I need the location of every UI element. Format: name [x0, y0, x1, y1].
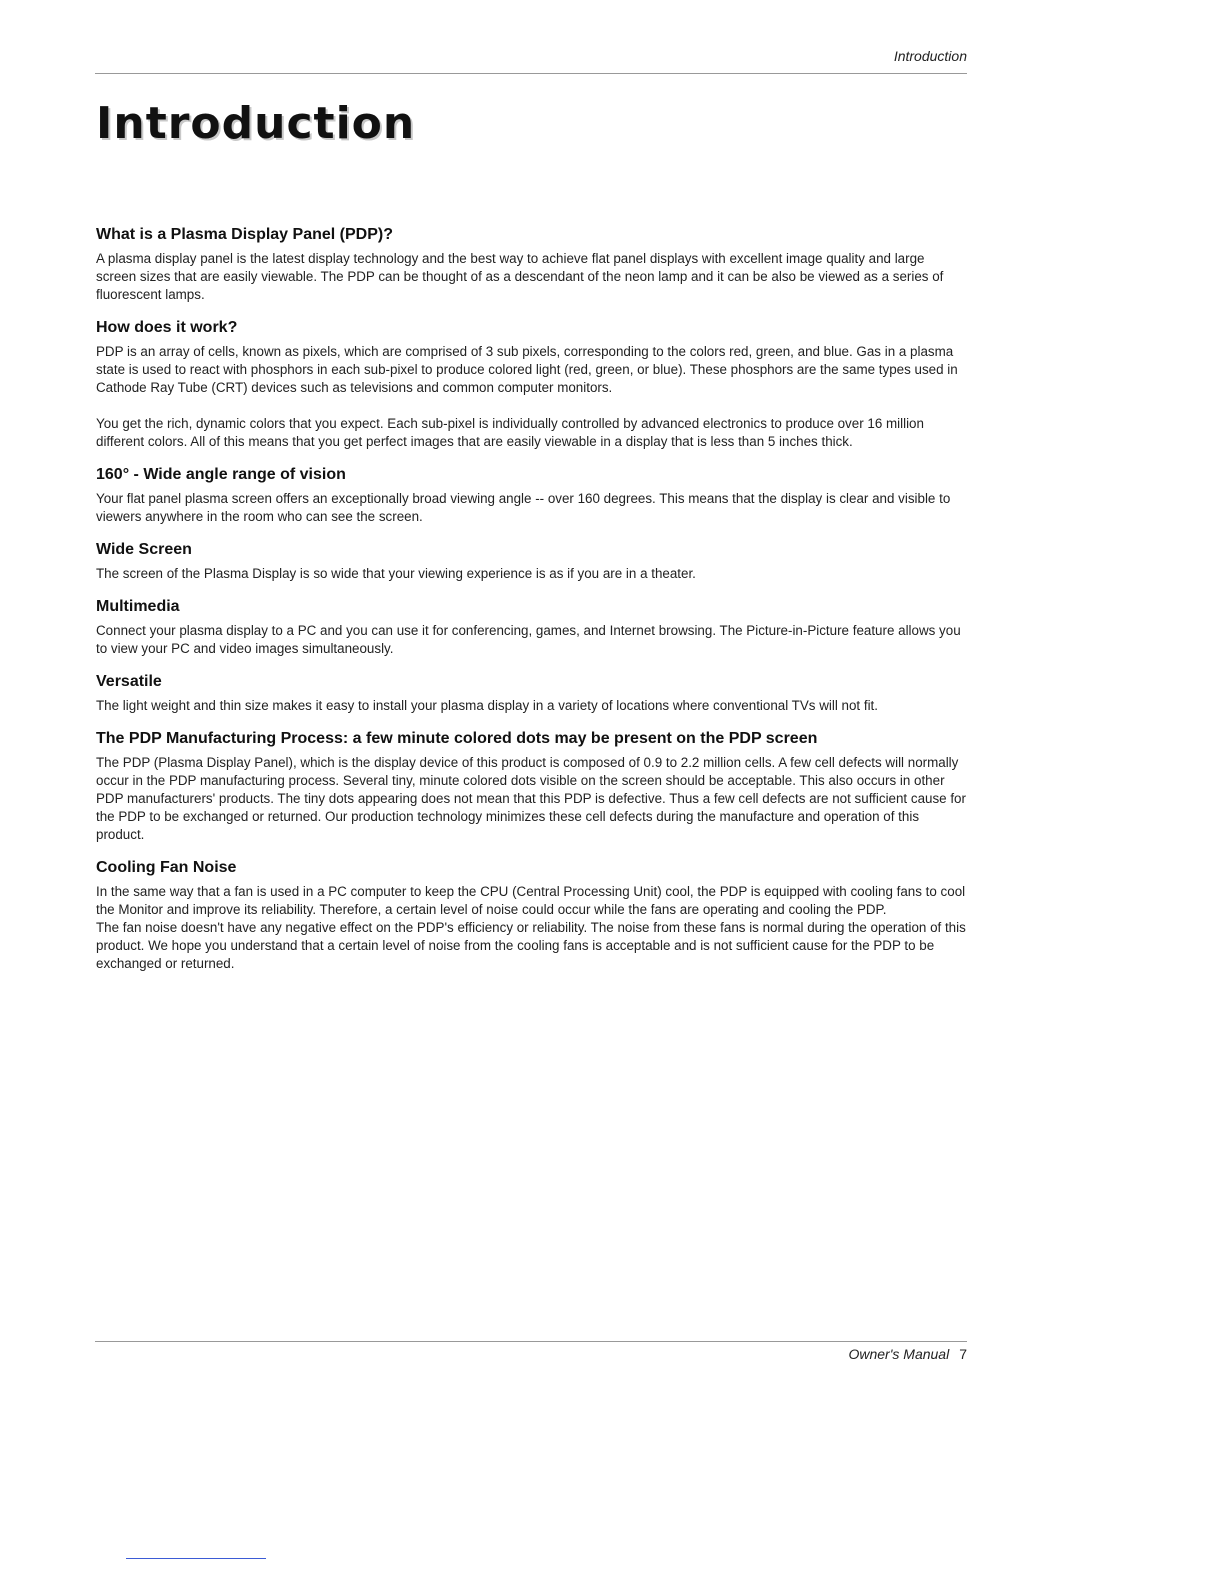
section-wide-screen [96, 541, 966, 583]
footer-manual-label: Owner's Manual [848, 1346, 950, 1362]
page-number: 7 [959, 1346, 967, 1362]
section-paragraph: The PDP (Plasma Display Panel), which is the display device of this product is composed of 0.9 to 2.2 million cells. A few cell defects will normally occur in the PDP manufacturing process. Several tiny, minute colored dots visible on the screen should be acceptable. This also occurs in other PDP manufacturers' products. The tiny dots appearing does not mean that this PDP is defective. Thus a few cell defects are not sufficient cause for the PDP to be exchanged or returned. Our production technology minimizes these cell defects during the manufacture and operation of this product. [96, 755, 966, 842]
section-manufacturing [96, 730, 966, 844]
section-multimedia [96, 598, 966, 658]
section-paragraph: PDP is an array of cells, known as pixels, which are comprised of 3 sub pixels, corresponding to the colors red, green, and blue. Gas in a plasma state is used to react with phosphors in each sub-pixel to produce colored light (red, green, or blue). These phosphors are the same types used in Cathode Ray Tube (CRT) devices such as televisions and common computer monitors. [96, 344, 958, 395]
section-heading: Wide Screen [96, 541, 192, 558]
section-paragraph: You get the rich, dynamic colors that you expect. Each sub-pixel is individually controlled by advanced electronics to produce over 16 million different colors. All of this means that you get perfect images that are easily viewable in a display that is less than 5 inches thick. [96, 416, 924, 449]
section-paragraph: Your flat panel plasma screen offers an exceptionally broad viewing angle -- over 160 degrees. This means that the display is clear and visible to viewers anywhere in the room who can see the screen. [96, 491, 951, 524]
running-header: Introduction [893, 48, 967, 64]
content [96, 226, 966, 988]
link-underline [126, 1558, 266, 1559]
section-paragraph: The screen of the Plasma Display is so wide that your viewing experience is as if you are in a theater. [96, 566, 696, 581]
section-heading: The PDP Manufacturing Process: a few minute colored dots may be present on the PDP screen [96, 730, 818, 747]
footer-rule [95, 1341, 967, 1342]
section-paragraph: Connect your plasma display to a PC and you can use it for conferencing, games, and Internet browsing. The Picture-in-Picture feature allows you to view your PC and video images simultaneously. [96, 623, 961, 656]
section-what-is-pdp [96, 226, 966, 304]
section-paragraph: In the same way that a fan is used in a PC computer to keep the CPU (Central Processing Unit) cool, the PDP is equipped with cooling fans to cool the Monitor and improve its reliability. Therefore, a certain level of noise could occur while the fans are operating and cooling the PDP. [96, 884, 966, 917]
section-paragraph: The fan noise doesn't have any negative effect on the PDP's efficiency or reliability. The noise from these fans is normal during the operation of this product. We hope you understand that a certain level of noise from the cooling fans is acceptable and is not sufficient cause for the PDP to be exchanged or returned. [96, 920, 966, 971]
section-heading: Versatile [96, 673, 162, 690]
section-cooling-fan [96, 859, 966, 973]
section-how-it-works [96, 319, 966, 451]
section-heading: Cooling Fan Noise [96, 859, 237, 876]
header-rule [95, 73, 967, 74]
section-heading: Multimedia [96, 598, 180, 615]
section-paragraph: The light weight and thin size makes it easy to install your plasma display in a variety of locations where conventional TVs will not fit. [96, 698, 878, 713]
section-heading: What is a Plasma Display Panel (PDP)? [96, 226, 393, 243]
section-heading: 160° - Wide angle range of vision [96, 466, 346, 483]
page-title: Introduction [96, 98, 416, 149]
section-versatile [96, 673, 966, 715]
footer [95, 1346, 967, 1362]
section-wide-angle [96, 466, 966, 526]
section-paragraph: A plasma display panel is the latest display technology and the best way to achieve flat panel displays with excellent image quality and large screen sizes that are easily viewable. The PDP can be thought of as a descendant of the neon lamp and it can be also be viewed as a series of fluorescent lamps. [96, 251, 944, 302]
section-heading: How does it work? [96, 319, 238, 336]
